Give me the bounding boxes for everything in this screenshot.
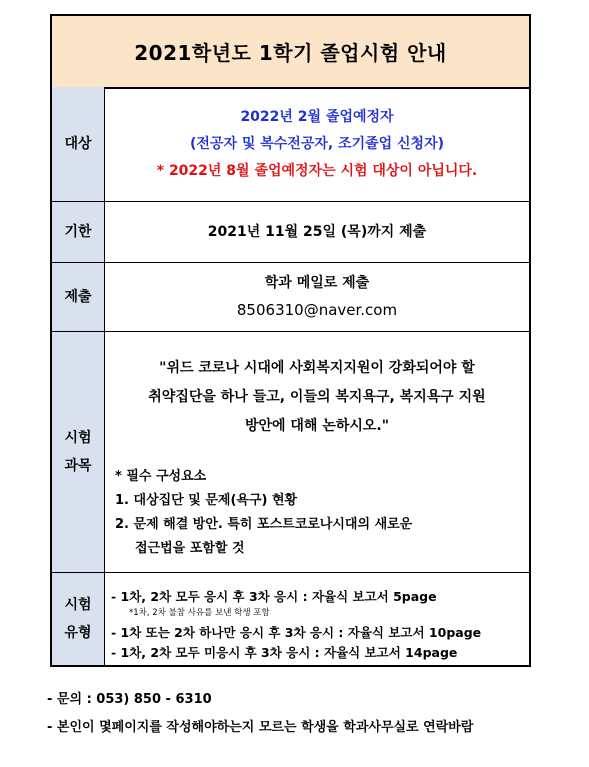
exam-question bbox=[105, 354, 529, 441]
target-line-1: 2022년 2월 졸업예정자 bbox=[240, 108, 394, 125]
deadline-row bbox=[52, 202, 529, 263]
notice-table bbox=[50, 14, 531, 667]
deadline-label bbox=[52, 202, 105, 262]
exam-row bbox=[52, 332, 529, 573]
types-label-2: 유형 bbox=[64, 625, 92, 641]
type-item-2: - 1차 또는 2차 하나만 응시 후 3차 응시 : 자율식 보고서 10page bbox=[111, 625, 482, 640]
exam-label-1: 시험 bbox=[64, 430, 92, 446]
types-list bbox=[111, 587, 481, 663]
exam-question-line-3: 방안에 대해 논하시오." bbox=[244, 418, 390, 434]
target-line-2: (전공자 및 복수전공자, 조기졸업 신청자) bbox=[190, 135, 444, 152]
submission-line-1: 학과 메일로 제출 bbox=[264, 275, 370, 291]
footer-note: - 본인이 몇페이지를 작성해야하는지 모르는 학생을 학과사무실로 연락바람 bbox=[47, 720, 474, 735]
deadline-text: 2021년 11월 25일 (목)까지 제출 bbox=[207, 223, 427, 240]
submission-label-text: 제출 bbox=[64, 289, 92, 305]
deadline-content bbox=[105, 202, 529, 262]
page-title: 2021학년도 1학기 졸업시험 안내 bbox=[52, 16, 529, 89]
type-item-1-note: *1차, 2차 불참 사유를 보낸 학생 포함 bbox=[129, 608, 270, 618]
requirement-2: 2. 문제 해결 방안. 특히 포스트코로나시대의 새로운 bbox=[115, 517, 413, 532]
deadline-label-text: 기한 bbox=[64, 224, 92, 240]
target-label bbox=[52, 87, 105, 201]
requirement-1: 1. 대상집단 및 문제(욕구) 현황 bbox=[115, 493, 298, 508]
requirement-2-cont: 접근법을 포함할 것 bbox=[135, 541, 245, 556]
types-label bbox=[52, 573, 105, 665]
types-label-1: 시험 bbox=[64, 597, 92, 613]
exam-question-line-2: 취약집단을 하나 들고, 이들의 복지욕구, 복지욕구 지원 bbox=[148, 389, 486, 405]
submission-label bbox=[52, 263, 105, 331]
exam-content bbox=[105, 332, 529, 572]
target-content bbox=[105, 87, 529, 201]
exam-label-2: 과목 bbox=[64, 458, 92, 474]
footer-contact: - 문의 : 053) 850 - 6310 bbox=[47, 692, 212, 707]
types-content bbox=[105, 573, 529, 665]
target-row bbox=[52, 87, 529, 202]
submission-row bbox=[52, 263, 529, 332]
requirements-title: * 필수 구성요소 bbox=[115, 469, 207, 484]
type-item-3: - 1차, 2차 모두 미응시 후 3차 응시 : 자율식 보고서 14page bbox=[111, 645, 458, 660]
type-item-1: - 1차, 2차 모두 응시 후 3차 응시 : 자율식 보고서 5page bbox=[111, 589, 437, 604]
exam-requirements bbox=[115, 465, 412, 561]
submission-content bbox=[105, 263, 529, 331]
target-label-text: 대상 bbox=[64, 136, 92, 152]
target-line-3: * 2022년 8월 졸업예정자는 시험 대상이 아닙니다. bbox=[156, 162, 478, 179]
types-row bbox=[52, 573, 529, 665]
exam-question-line-1: "위드 코로나 시대에 사회복지지원이 강화되어야 할 bbox=[159, 360, 475, 376]
exam-label bbox=[52, 332, 105, 572]
submission-email[interactable]: 8506310@naver.com bbox=[236, 301, 398, 319]
